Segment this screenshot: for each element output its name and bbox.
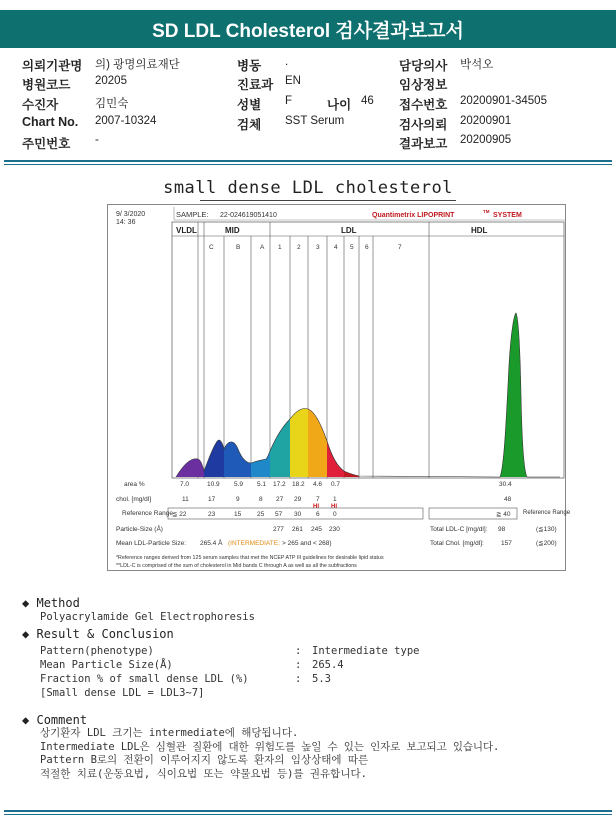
ref-right-label: Reference Range — [523, 510, 571, 516]
area-1: 17.2 — [273, 481, 286, 488]
ref-hdl: ≧ 40 — [496, 511, 511, 518]
comment-title: Comment — [36, 713, 88, 727]
brand-tm: TM — [483, 209, 490, 214]
info-agency: 의뢰기관명 의) 광명의료재단 — [22, 59, 180, 73]
band-5: 5 — [350, 244, 354, 251]
ref-row-label: Reference Range — [122, 510, 173, 517]
chol-b: 9 — [236, 496, 240, 503]
area-2: 18.2 — [292, 481, 305, 488]
info-sex: 성별 F — [237, 95, 293, 112]
group-hdl: HDL — [471, 226, 488, 235]
band-6: 6 — [365, 244, 369, 251]
result-colon: : — [295, 645, 302, 657]
result-item-label: Pattern(phenotype) — [40, 645, 154, 657]
mean-size-label: Mean LDL-Particle Size: — [116, 540, 187, 547]
diamond-icon: ◆ — [22, 596, 30, 610]
method-title: Method — [36, 596, 80, 610]
hi-flag-4: HI — [331, 504, 337, 510]
area-vldl: 7.0 — [180, 481, 190, 488]
total-ldl-value: 98 — [498, 526, 506, 533]
vldl-peak — [176, 459, 204, 477]
total-chol-label: Total Chol. [mg/dl]: — [430, 540, 484, 547]
info-report-date: 결과보고 20200905 — [399, 134, 512, 151]
info-request-date: 검사의뢰 20200901 — [399, 115, 512, 132]
report-time: 14: 36 — [116, 219, 136, 226]
chol-2: 29 — [294, 496, 302, 503]
ps-1: 277 — [273, 526, 284, 533]
info-age: 나이 46 — [327, 95, 374, 112]
ldl-4-peak — [327, 441, 344, 477]
info-department: 진료과 EN — [237, 75, 301, 92]
mean-size-value: 265.4 Å — [200, 540, 223, 547]
result-title: Result & Conclusion — [36, 627, 174, 641]
result-item-value: 5.3 — [312, 673, 331, 685]
comment-line: Pattern B로의 전환이 이루어지지 않도록 환자의 임상상태에 따른 — [40, 754, 369, 766]
brand-suffix: SYSTEM — [493, 212, 522, 219]
area-a: 5.1 — [257, 481, 267, 488]
result-colon: : — [295, 673, 302, 685]
comment-heading — [22, 713, 87, 727]
result-item-label: Mean Particle Size(Å) — [40, 659, 173, 671]
ldl-1-peak — [270, 419, 290, 477]
comment-line: 상기환자 LDL 크기는 intermediate에 해당됩니다. — [40, 727, 299, 739]
chol-vldl: 11 — [182, 496, 189, 503]
total-chol-ref: (≦200) — [536, 540, 557, 547]
chol-c: 17 — [208, 496, 216, 503]
method-body: Polyacrylamide Gel Electrophoresis — [40, 611, 255, 623]
ref-3: 6 — [316, 511, 320, 518]
footnote-2: **LDL-C is comprised of the sum of cholesterol in Mid bands C through A as well as all the subfractions — [116, 563, 357, 569]
result-item-value: Intermediate type — [312, 645, 420, 657]
band-2: 2 — [297, 244, 301, 251]
particle-size-label: Particle-Size (Å) — [116, 526, 163, 533]
group-ldl: LDL — [341, 226, 357, 235]
brand-name: Quantimetrix LIPOPRINT — [372, 212, 455, 219]
mid-a-peak — [251, 451, 270, 477]
ref-b: 15 — [234, 511, 242, 518]
ps-2: 261 — [292, 526, 303, 533]
method-heading — [22, 596, 80, 610]
ref-vldl: ≦ 22 — [172, 511, 187, 518]
report-title: SD LDL Cholesterol 검사결과보고서 — [0, 10, 616, 48]
divider-top-thin — [4, 164, 612, 165]
comment-line: 적절한 치료(운동요법, 식이요법 또는 약물요법 등)를 권유합니다. — [40, 767, 367, 780]
diamond-icon: ◆ — [22, 627, 30, 641]
subtitle-underline — [200, 200, 456, 201]
sample-label: SAMPLE: — [176, 210, 209, 219]
footnote-1: *Reference ranges derived from 125 serum samples that met the NCEP ATP III guidelines for desirable lipid status — [116, 555, 384, 561]
result-colon: : — [295, 659, 302, 671]
chol-row-label: chol. [mg/dl] — [116, 496, 152, 503]
band-4: 4 — [334, 244, 338, 251]
area-hdl: 30.4 — [499, 481, 512, 488]
result-heading — [22, 627, 174, 641]
comment-body — [40, 727, 600, 781]
divider-top — [4, 160, 612, 162]
info-doctor: 담당의사 박석오 — [399, 59, 494, 73]
info-patient: 수진자 김민숙 — [22, 98, 129, 112]
band-c: C — [209, 244, 214, 251]
band-3: 3 — [316, 244, 320, 251]
info-ward: 병동 . — [237, 56, 289, 73]
result-note: [Small dense LDL = LDL3~7] — [40, 687, 205, 699]
sample-id: 22-024619051410 — [220, 212, 277, 219]
section-subtitle: small dense LDL cholesterol — [163, 178, 453, 198]
band-a: A — [260, 244, 265, 251]
area-3: 4.6 — [313, 481, 323, 488]
chol-1: 27 — [276, 496, 284, 503]
comment-line: Intermediate LDL은 심혈관 질환에 대한 위험도를 높일 수 있는 인자로 보고되고 있습니다. — [40, 740, 500, 753]
band-7: 7 — [398, 244, 402, 251]
mid-c-peak — [204, 440, 224, 477]
info-specimen: 검체 SST Serum — [237, 115, 345, 132]
diamond-icon: ◆ — [22, 713, 30, 727]
info-hospital-code: 병원코드 20205 — [22, 75, 127, 92]
ref-2: 30 — [294, 511, 302, 518]
info-clinical: 임상정보 — [399, 78, 448, 92]
info-receipt-no: 접수번호 20200901-34505 — [399, 95, 547, 112]
mean-size-range: > 265 and < 268) — [282, 540, 332, 547]
chol-a: 8 — [259, 496, 263, 503]
hi-flag-3: HI — [313, 504, 319, 510]
info-resident-no: 주민번호 - — [22, 134, 99, 151]
area-row-label: area % — [124, 481, 145, 488]
band-1: 1 — [278, 244, 282, 251]
ref-1: 57 — [275, 511, 283, 518]
ps-3: 245 — [311, 526, 322, 533]
result-item-value: 265.4 — [312, 659, 344, 671]
info-chart-no: Chart No. 2007-10324 — [22, 115, 157, 129]
divider-bottom-thin — [4, 814, 612, 815]
total-ldl-label: Total LDL-C [mg/dl]: — [430, 526, 488, 533]
result-item-label: Fraction % of small dense LDL (%) — [40, 673, 249, 685]
chol-3: 7 — [316, 496, 320, 503]
ldl-2-peak — [290, 408, 308, 477]
group-vldl: VLDL — [176, 226, 197, 235]
ps-4: 230 — [329, 526, 340, 533]
chol-4: 1 — [333, 496, 337, 503]
group-mid: MID — [225, 226, 240, 235]
ref-c: 23 — [208, 511, 216, 518]
report-date: 9/ 3/2020 — [116, 211, 146, 218]
ref-4: 0 — [333, 511, 337, 518]
area-b: 5.9 — [234, 481, 244, 488]
band-b: B — [236, 244, 241, 251]
area-4: 0.7 — [331, 481, 341, 488]
mean-size-type: (INTERMEDIATE; — [228, 540, 280, 547]
ref-a: 25 — [257, 511, 265, 518]
divider-bottom — [4, 810, 612, 812]
total-ldl-ref: (≦130) — [536, 526, 557, 533]
chol-hdl: 48 — [504, 496, 512, 503]
area-c: 10.9 — [207, 481, 220, 488]
lipoprint-report — [107, 204, 571, 571]
total-chol-value: 157 — [501, 540, 512, 547]
